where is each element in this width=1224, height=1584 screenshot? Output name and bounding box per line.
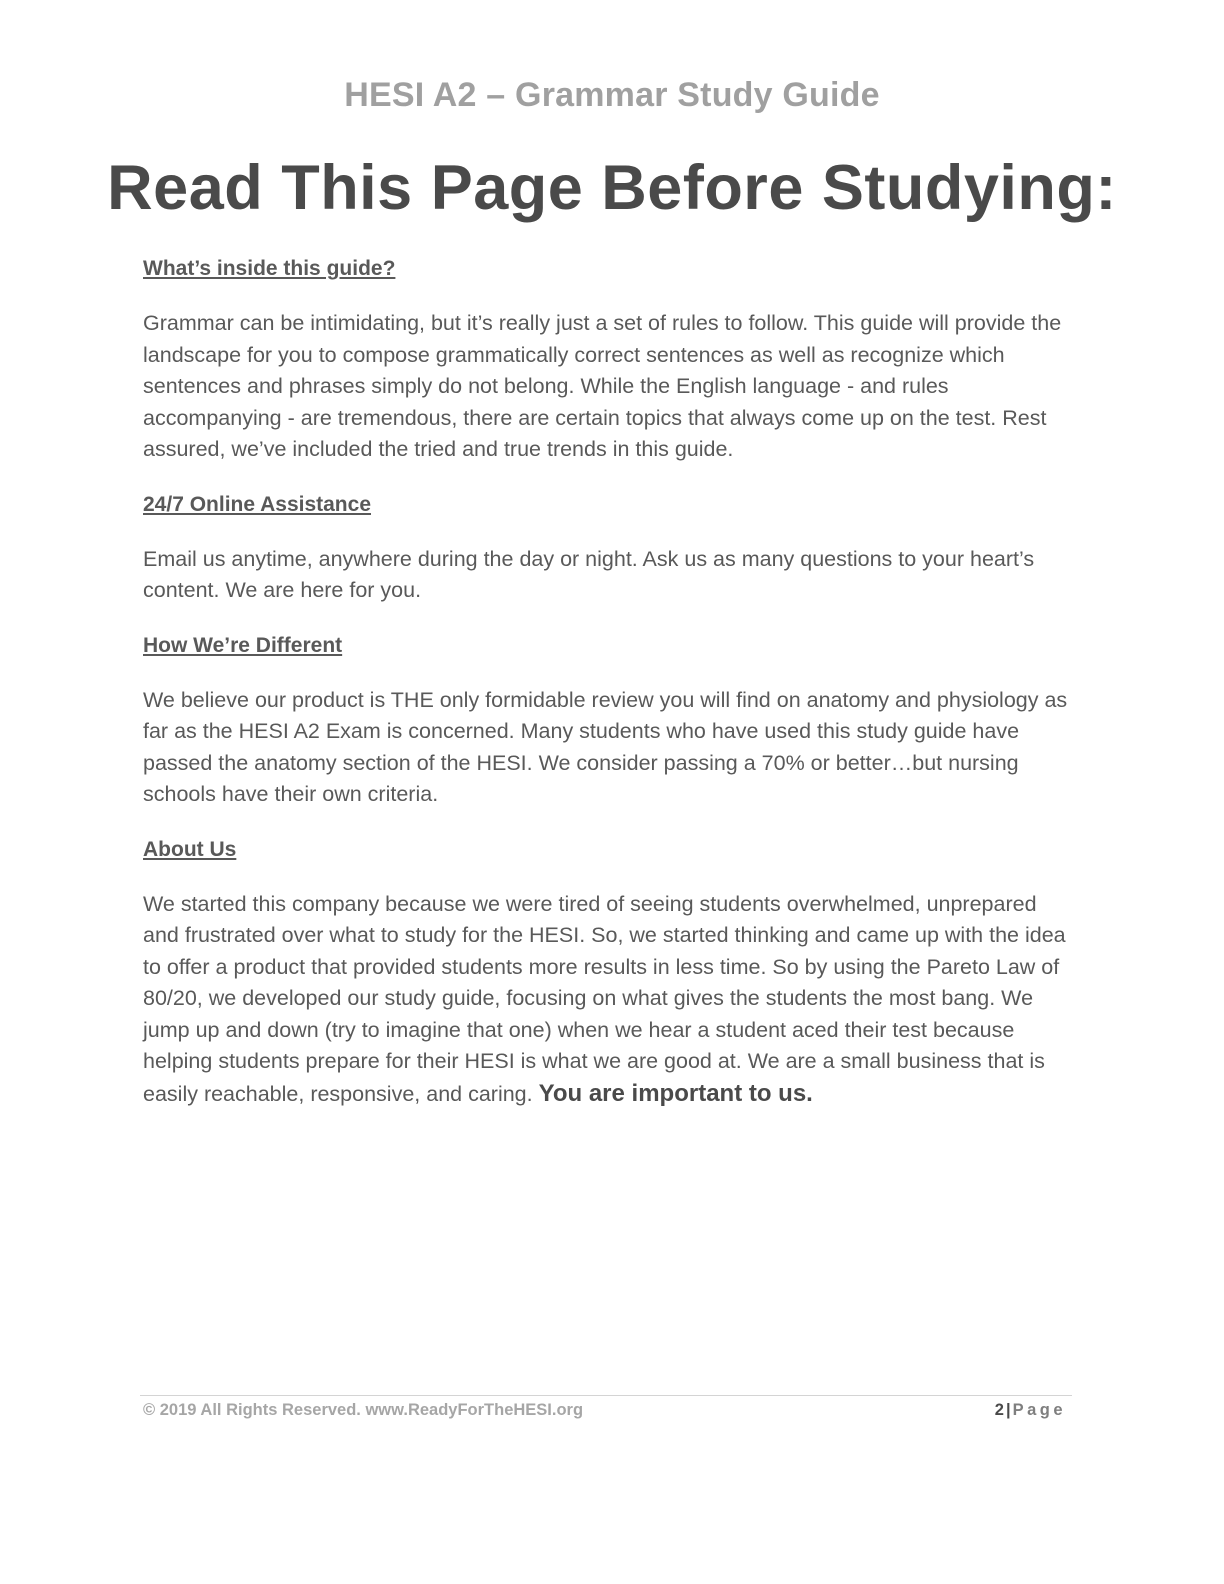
footer-divider	[140, 1395, 1072, 1396]
footer-page-indicator	[995, 1401, 1066, 1420]
page-title: Read This Page Before Studying:	[107, 153, 1117, 223]
footer-separator: |	[1005, 1401, 1011, 1419]
section-body-about-us	[143, 889, 1073, 1111]
page-label: Page	[1012, 1401, 1066, 1419]
document-header: HESI A2 – Grammar Study Guide	[344, 76, 880, 114]
section-heading-online-assistance: 24/7 Online Assistance	[143, 492, 371, 516]
section-heading-how-different: How We’re Different	[143, 633, 343, 657]
section-body-how-different: We believe our product is THE only formidable review you will find on anatomy and physiology as far as the HESI A2 Exam is concerned. Many students who have used this study guide have passed the anatomy section of the HESI. We consider passing a 70% or better…but nursing schools have their own criteria.	[143, 687, 1068, 806]
section-body-whats-inside: Grammar can be intimidating, but it’s really just a set of rules to follow. This guide will provide the landscape for you to compose grammatically correct sentences as well as recognize which sentences and phrases simply do not belong. While the English language - and rules accompanying - are tremendous, there are certain topics that always come up on the test. Rest assured, we’ve included the tried and true trends in this guide.	[143, 311, 1062, 461]
document-body	[143, 255, 1073, 1110]
section-body-online-assistance: Email us anytime, anywhere during the day or night. Ask us as many questions to your heart’s content. We are here for you.	[143, 546, 1035, 602]
emphasis-text: You are important to us.	[538, 1079, 813, 1107]
section-heading-about-us: About Us	[143, 837, 237, 861]
footer-copyright: © 2019 All Rights Reserved. www.ReadyForTheHESI.org	[143, 1401, 584, 1419]
section-heading-whats-inside: What’s inside this guide?	[143, 257, 396, 280]
about-us-text: We started this company because we were tired of seeing students overwhelmed, unprepared and frustrated over what to study for the HESI. So, we started thinking and came up with the idea to offer a product that provided students more results in less time. So by using the Pareto Law of 80/20, we developed our study guide, focusing on what gives the students the most bang. We jump up and down (try to imagine that one) when we hear a student aced their test because helping students prepare for their HESI is what we are good at. We are a small business that is easily reachable, responsive, and caring.	[143, 891, 1066, 1106]
page-number: 2	[994, 1401, 1004, 1419]
